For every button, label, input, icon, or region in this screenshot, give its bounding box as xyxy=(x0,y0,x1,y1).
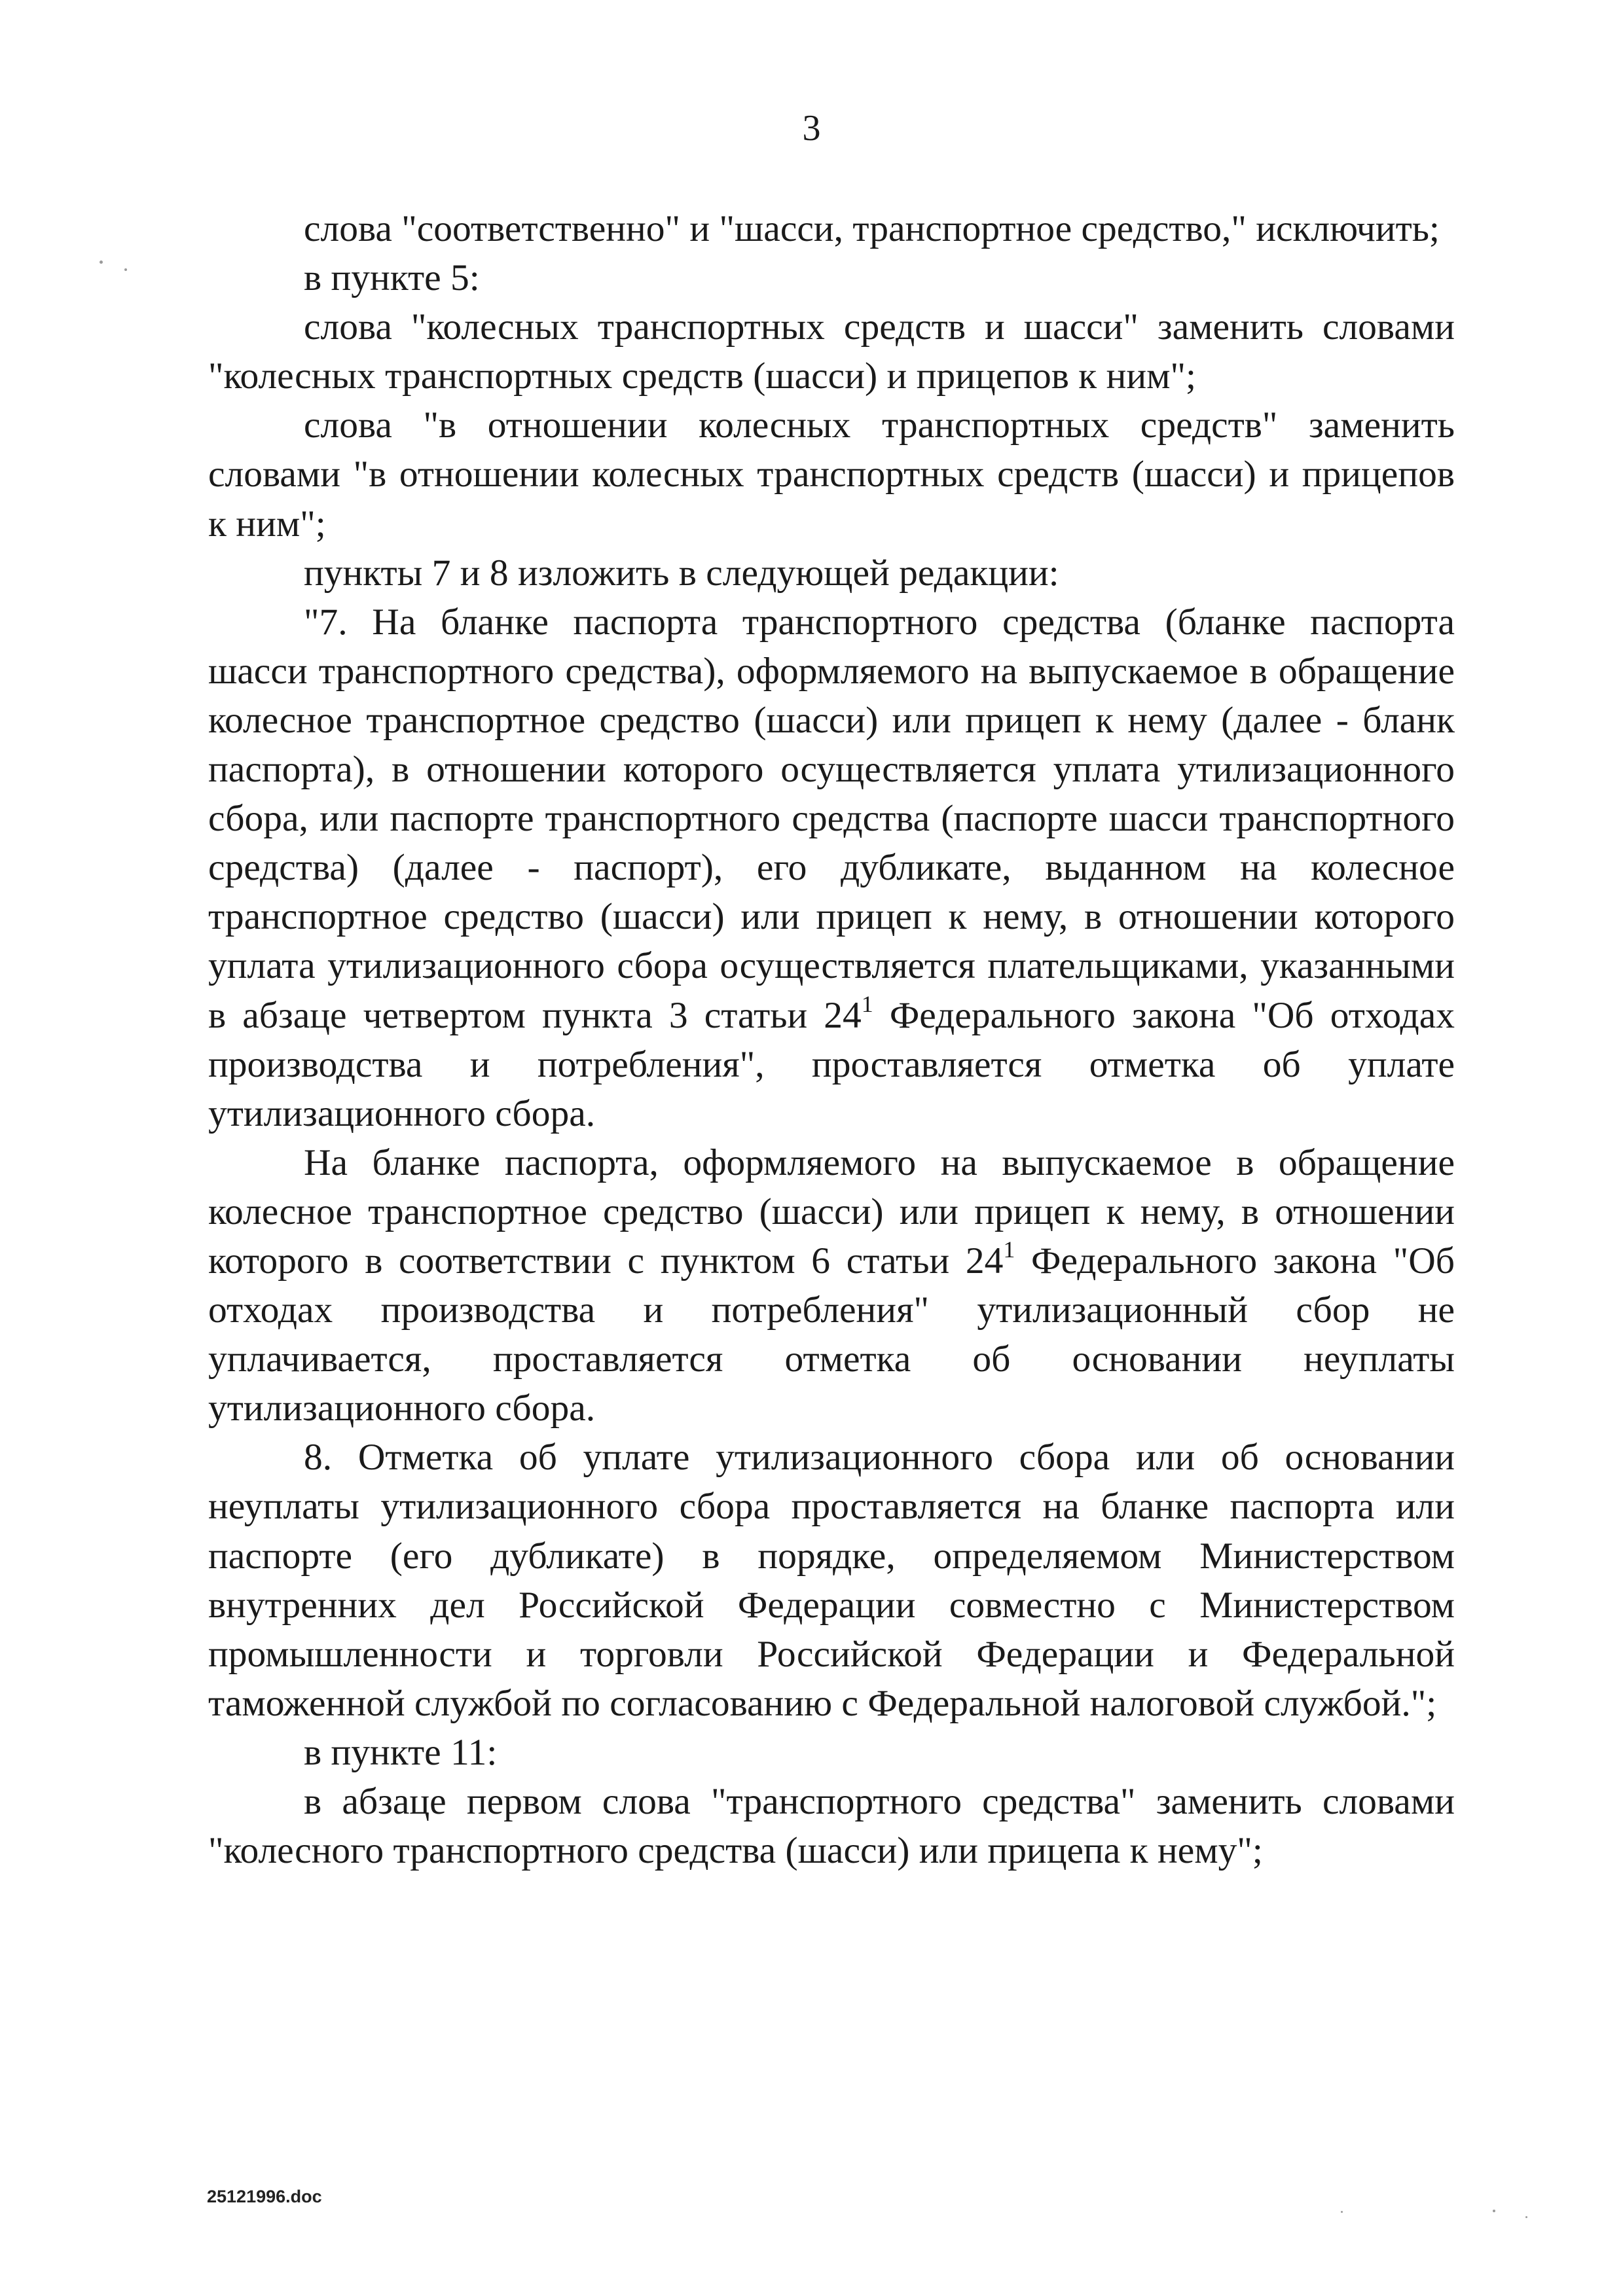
document-body xyxy=(208,204,1455,1875)
scan-speck xyxy=(100,260,103,264)
paragraph-3: слова "колесных транспортных средств и шасси" заменить словами "колесных транспортных средств (шасси) и прицепов к ним"; xyxy=(208,306,1455,397)
paragraph-7-superscript: 1 xyxy=(1003,1236,1015,1263)
footer-filename: 25121996.doc xyxy=(207,2187,322,2206)
scan-speck xyxy=(124,268,127,271)
paragraph-6-text-after: Федерального закона "Об отходах производства и потребления", проставляется отметка об уплате утилизационного сбора. xyxy=(208,994,1455,1134)
paragraph-10: в абзаце первом слова "транспортного средства" заменить словами "колесного транспортного средства (шасси) или прицепа к нему"; xyxy=(208,1781,1455,1872)
paragraph-6-text-before: "7. На бланке паспорта транспортного средства (бланке паспорта шасси транспортного средства), оформляемого на выпускаемое в обращение колесное транспортное средство (шасси) или прицеп к нему (далее - бланк паспорта), в отношении которого осуществляется уплата утилизационного сбора, или паспорте транспортного средства (паспорте шасси транспортного средства) (далее - паспорт), его дубликате, выданном на колесное транспортное средство (шасси) или прицеп к нему, в отношении которого уплата утилизационного сбора осуществляется плательщиками, указанными в абзаце четвертом пункта 3 статьи 24 xyxy=(208,601,1455,1036)
paragraph-4: слова "в отношении колесных транспортных средств" заменить словами "в отношении колесных транспортных средств (шасси) и прицепов к ним"; xyxy=(208,404,1455,545)
paragraph-6-superscript: 1 xyxy=(861,990,873,1017)
paragraph-7-text-before: На бланке паспорта, оформляемого на выпускаемое в обращение колесное транспортное средство (шасси) или прицеп к нему, в отношении которого в соответствии с пунктом 6 статьи 24 xyxy=(208,1141,1455,1282)
page-number: 3 xyxy=(802,108,821,149)
scan-speck xyxy=(1341,2211,1343,2213)
paragraph-5: пункты 7 и 8 изложить в следующей редакции: xyxy=(304,552,1059,594)
scan-speck xyxy=(1525,2216,1527,2218)
paragraph-9: в пункте 11: xyxy=(304,1731,498,1773)
scan-speck xyxy=(1493,2210,1495,2212)
paragraph-1: слова "соответственно" и "шасси, транспортное средство," исключить; xyxy=(304,208,1440,249)
paragraph-8: 8. Отметка об уплате утилизационного сбора или об основании неуплаты утилизационного сбора проставляется на бланке паспорта или паспорте (его дубликате) в порядке, определяемом Министерством внутренних дел Российской Федерации совместно с Министерством промышленности и торговли Российской Федерации и Федеральной таможенной службой по согласованию с Федеральной налоговой службой."; xyxy=(208,1437,1455,1724)
paragraph-6 xyxy=(208,598,1455,1138)
paragraph-7 xyxy=(208,1138,1455,1433)
paragraph-2: в пункте 5: xyxy=(304,257,480,299)
paragraph-7-text-after: Федерального закона "Об отходах производства и потребления" утилизационный сбор не уплачивается, проставляется отметка об основании неуплаты утилизационного сбора. xyxy=(208,1240,1455,1429)
